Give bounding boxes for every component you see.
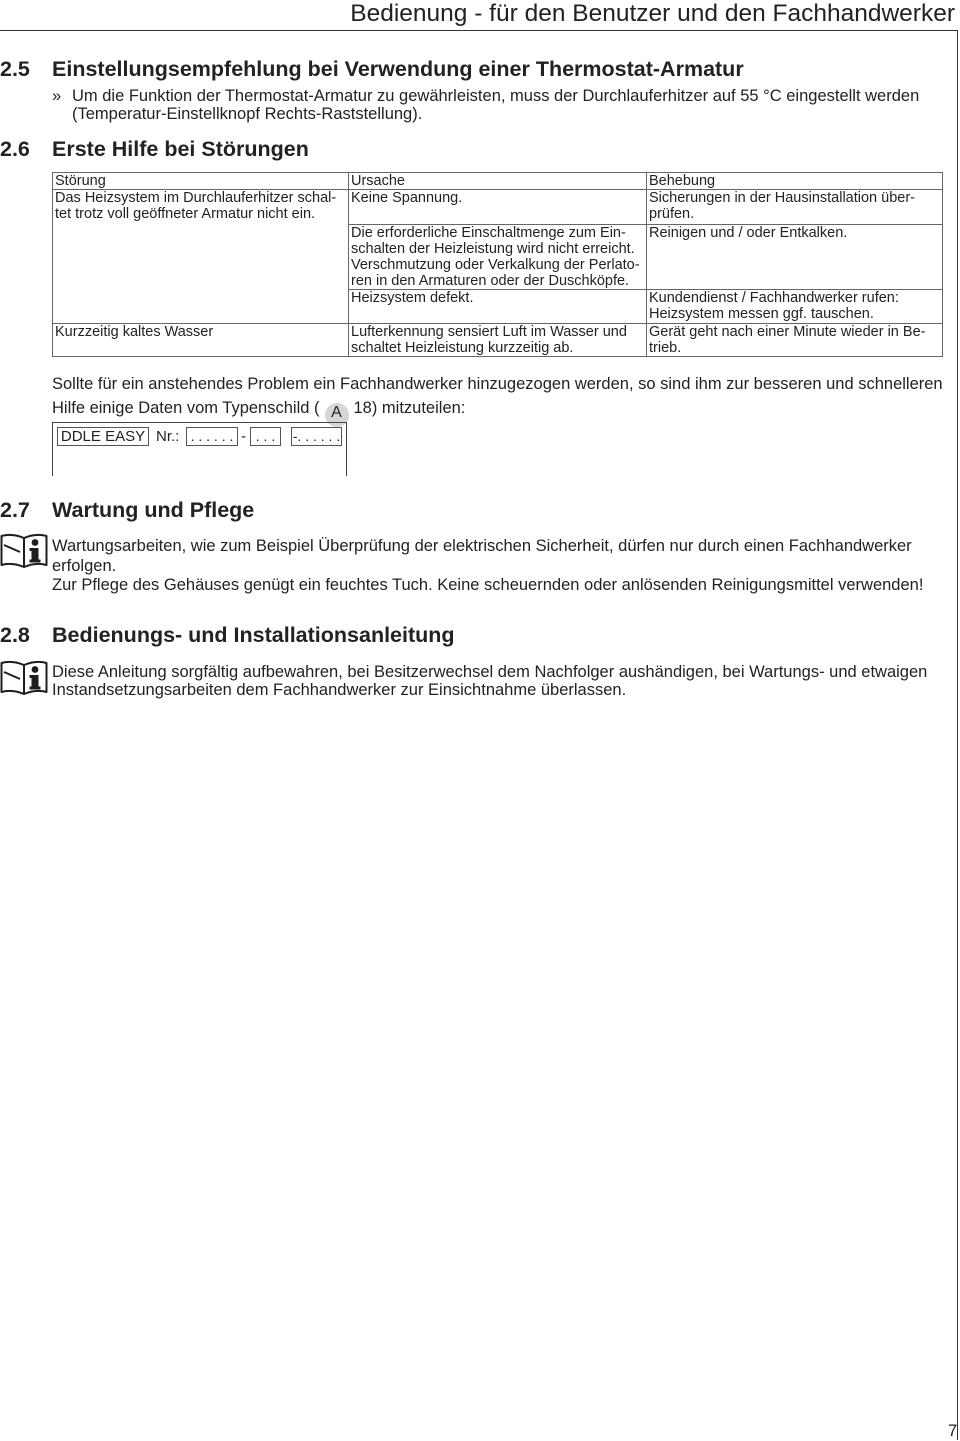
nameplate-separator: - (241, 428, 246, 445)
cell-line: Keine Spannung. (351, 190, 463, 206)
manual-text-line: Instandsetzungsarbeiten dem Fachhandwerker zur Einsichtnahme überlassen. (52, 681, 627, 699)
table-cell-cause (351, 190, 462, 206)
maintenance-text-line: erfolgen. (52, 557, 117, 575)
cell-line: schalten der Heizleistung wird nicht erreicht. (351, 241, 635, 257)
section-title: Wartung und Pflege (52, 498, 255, 522)
cell-line: Lufterkennung sensiert Luft im Wasser und (351, 324, 627, 340)
section-number: 2.7 (0, 498, 30, 522)
table-cell-remedy (649, 190, 915, 222)
table-header-problem: Störung (55, 173, 106, 189)
section-number: 2.6 (0, 137, 30, 161)
section-title: Einstellungsempfehlung bei Verwendung einer Thermostat-Armatur (52, 57, 744, 81)
recommendation-text-line: (Temperatur-Einstellknopf Rechts-Raststellung). (72, 105, 423, 123)
table-cell-problem (55, 324, 213, 340)
section-title: Erste Hilfe bei Störungen (52, 137, 309, 161)
service-note-line: Sollte für ein anstehendes Problem ein Fachhandwerker hinzugezogen werden, so sind ihm zur besseren und schnelleren (52, 375, 943, 393)
maintenance-text-line: Wartungsarbeiten, wie zum Beispiel Überprüfung der elektrischen Sicherheit, dürfen nur durch einen Fachhandwerker (52, 537, 912, 555)
table-cell-remedy (649, 290, 899, 322)
cell-line: Verschmutzung oder Verkalkung der Perlato- (351, 257, 640, 273)
cell-line: tet trotz voll geöffneter Armatur nicht ein. (55, 206, 316, 222)
table-header-remedy: Behebung (649, 173, 716, 189)
nameplate-nr-label: Nr.: (156, 428, 180, 445)
table-header-cause: Ursache (351, 173, 405, 189)
troubleshooting-table (52, 172, 943, 357)
section-number: 2.8 (0, 623, 30, 647)
cell-line: prüfen. (649, 206, 695, 222)
info-book-icon (0, 532, 48, 569)
maintenance-text-line: Zur Pflege des Gehäuses genügt ein feuchtes Tuch. Keine scheuernden oder anlösenden Reinigungsmittel verwenden! (52, 576, 924, 594)
section-2-8-heading (0, 622, 940, 648)
table-cell-cause (351, 290, 474, 306)
cell-line: schaltet Heizleistung kurzzeitig ab. (351, 340, 574, 356)
position-a-symbol: A (325, 403, 349, 427)
info-book-icon (0, 659, 48, 696)
page-number: 7 (948, 1422, 958, 1440)
cell-line: ren in den Armaturen oder der Duschköpfe. (351, 273, 630, 289)
table-cell-cause (351, 324, 627, 356)
table-cell-remedy (649, 225, 847, 241)
section-title: Bedienungs- und Installationsanleitung (52, 623, 455, 647)
header-rule (0, 30, 958, 31)
page-header-title: Bedienung - für den Benutzer und den Fachhandwerker (350, 0, 955, 27)
cell-line: Kurzzeitig kaltes Wasser (55, 324, 214, 340)
cell-line: trieb. (649, 340, 682, 356)
page-margin-rule (957, 30, 958, 1440)
nameplate-field: . . . . . . (186, 427, 238, 446)
nameplate-model: DDLE EASY (57, 427, 149, 446)
cell-line: Die erforderliche Einschaltmenge zum Ein- (351, 225, 626, 241)
bullet-marker: » (52, 87, 62, 105)
cell-line: Reinigen und / oder Entkalken. (649, 225, 848, 241)
nameplate-field: -. . . . . . (292, 428, 341, 444)
table-cell-cause (351, 225, 640, 289)
table-cell-remedy (649, 324, 925, 356)
nameplate-field: . . . (250, 427, 281, 446)
cell-line: Das Heizsystem im Durchlauferhitzer schal- (55, 190, 337, 206)
section-2-7-heading (0, 497, 940, 523)
cell-line: Sicherungen in der Hausinstallation über- (649, 190, 915, 206)
section-number: 2.5 (0, 57, 30, 81)
column-divider (348, 173, 349, 356)
service-note-text: 18) mitzuteilen: (353, 399, 466, 417)
manual-text-line: Diese Anleitung sorgfältig aufbewahren, bei Besitzerwechsel dem Nachfolger aushändigen, bei Wartungs- und etwaigen (52, 663, 928, 681)
section-2-5-heading (0, 56, 940, 82)
cell-line: Heizsystem defekt. (351, 290, 474, 306)
table-cell-problem (55, 190, 336, 222)
nameplate-template (52, 422, 347, 476)
recommendation-text-line: Um die Funktion der Thermostat-Armatur zu gewährleisten, muss der Durchlauferhitzer auf 55 °C eingestellt werden (72, 87, 920, 105)
cell-line: Heizsystem messen ggf. tauschen. (649, 306, 874, 322)
section-2-6-heading (0, 136, 940, 162)
service-note-text: Hilfe einige Daten vom Typenschild ( (52, 399, 320, 417)
cell-line: Kundendienst / Fachhandwerker rufen: (649, 290, 899, 306)
column-divider (646, 173, 647, 356)
cell-line: Gerät geht nach einer Minute wieder in Be- (649, 324, 926, 340)
